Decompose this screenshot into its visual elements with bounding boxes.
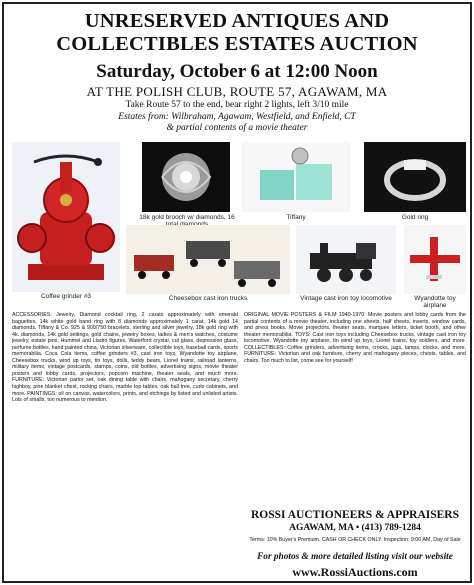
brooch-photo: [142, 142, 230, 212]
auction-venue: AT THE POLISH CLUB, ROUTE 57, AGAWAM, MA: [86, 84, 388, 99]
gold-ring-caption: Gold ring: [401, 214, 429, 221]
toy-locomotive-photo: [296, 225, 396, 294]
coffee-grinder-caption: Coffee grinder #3: [40, 293, 92, 300]
estates-list-2: & partial contents of a movie theater: [166, 123, 308, 133]
cast-iron-trucks-caption: Cheesebox cast iron trucks: [168, 295, 248, 302]
estates-list: Estates from: Wilbraham, Agawam, Westfield, and Enfield, CT: [118, 112, 356, 122]
cast-iron-trucks-photo: [126, 225, 290, 294]
tiffany-caption: Tiffany: [286, 214, 306, 221]
coffee-grinder-photo: [12, 142, 120, 292]
right-column-text: ORIGINAL MOVIE POSTERS & FILM 1940-1970: Movie posters and lobby cards from the partial contents of a movie theater, including one sheets, half sheets, inserts, window cards, and press books. Movie projectors, theater seats, marquee letters, ticket booth, and other theater memorabilia. TOYS: Cast iron toys including Cheesebox trucks, vintage cast iron toy locomotive, Wyandotte toy airplane, tin wind up toys, Lionel trains, toy soldiers, and more. COLLECTIBLES: Coffee grinders, advertising items, crocks, jugs, lamps, clocks, and more. FURNITURE: Victorian and oak furniture, cherry and mahogany pieces, chests, tables, and chairs. Too much to list, come see for yourself!: [244, 312, 466, 364]
directions: Take Route 57 to the end, bear right 2 lights, left 3/10 mile: [125, 100, 349, 110]
toy-airplane-caption: Wyandotte toy airplane: [414, 295, 456, 309]
brooch-caption: 18k gold brooch w/ diamonds, 16: [139, 214, 235, 221]
website-prompt: For photos & more detailed listing visit our website: [257, 552, 453, 562]
website-url[interactable]: www.RossiAuctions.com: [292, 565, 418, 579]
toy-locomotive-caption: Vintage cast iron toy locomotive: [300, 295, 392, 302]
tiffany-photo: [242, 142, 350, 212]
auctioneer-name: ROSSI AUCTIONEERS & APPRAISERS: [250, 509, 459, 521]
auction-advertisement: [2, 2, 472, 583]
headline-line-1: UNRESERVED ANTIQUES AND: [84, 10, 390, 32]
gold-ring-photo: [364, 142, 466, 212]
auction-date: Saturday, October 6 at 12:00 Noon: [96, 61, 378, 82]
toy-airplane-photo: [404, 225, 466, 294]
terms-text: Terms: 10% Buyer's Premium. CASH OR CHECK ONLY. Inspection: 9:00 AM, Day of Sale: [249, 537, 461, 543]
left-column-text: ACCESSORIES: Jewelry, Diamond cocktail ring, 2 carats approximately with emerald baguettes, 14k white gold band ring with 8 diamonds approximately 1 carat, 14k gold 14 diamonds, Tiffany & Co. 925 & 900/750 bracelets, sterling and silver jewelry, 18k gold ring with 4k. diamonds, 14k gold settings, gold chains, jewelry boxes, ladies & men's watches, costume jewelry, estate pins, Hummel and Lladro figures, Waterford crystal, cut glass, depression glass, perfume bottles, hand painted china, Victorian silverware, collectible toys, baseball cards, sports memorabilia, Coca Cola items, coffee grinders #3, cast iron toys, Wyandotte toy airplane, Cheesebox trucks, wind up toys, tin toys, dolls, teddy bears, Lionel trains, railroad lanterns, military items, vintage postcards, stamps, coins, old bottles, advertising signs, movie theater posters and lobby cards, projectors, popcorn machine, theater seats, and much more. FURNITURE: Victorian parlor set, oak dining table with chairs, mahogany secretary, cherry highboy, pine blanket chest, rocking chairs, marble top tables, oak hall tree, curio cabinets, and more. PAINTINGS: oil on canvas, watercolors, prints, and etchings by listed and unlisted artists. Lots of smalls, too numerous to mention.: [12, 312, 238, 404]
headline-line-2: COLLECTIBLES ESTATES AUCTION: [56, 33, 418, 55]
auctioneer-address: AGAWAM, MA • (413) 789-1284: [289, 523, 421, 533]
